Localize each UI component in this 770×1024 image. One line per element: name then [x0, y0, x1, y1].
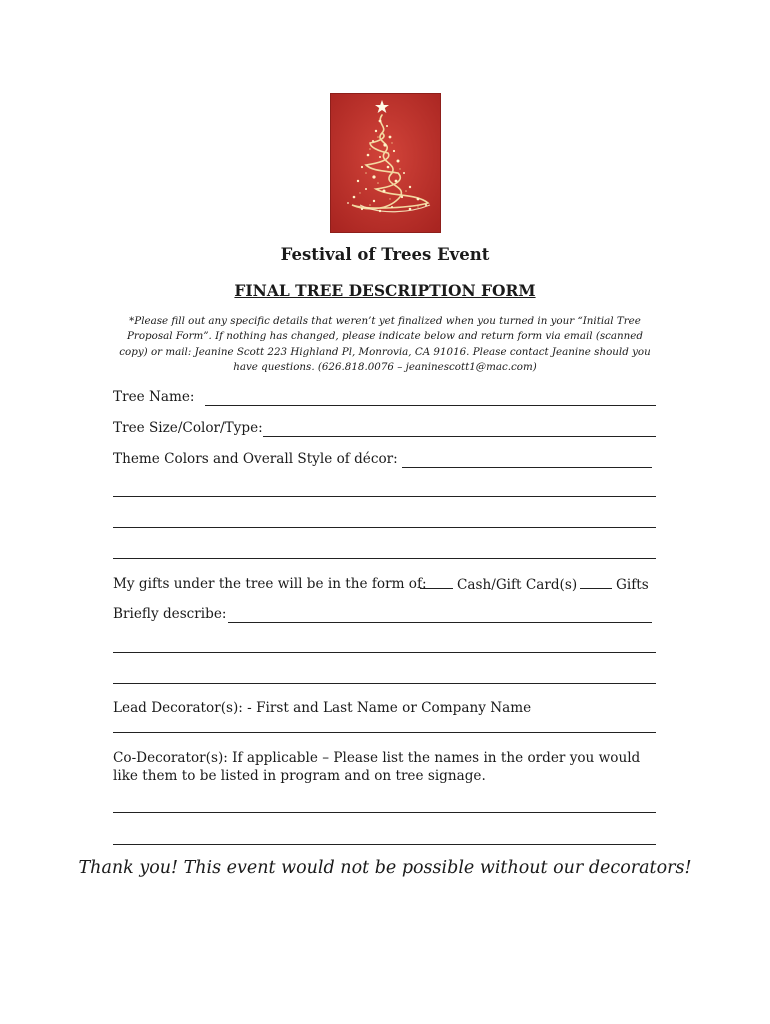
tree-size-label: Tree Size/Color/Type: [113, 420, 263, 436]
gifts-blank[interactable] [580, 575, 612, 589]
theme-colors-line-2[interactable] [113, 527, 656, 528]
tree-size-field[interactable] [263, 423, 656, 437]
briefly-describe-field[interactable] [228, 609, 652, 623]
co-decorators-line-1[interactable] [113, 812, 656, 813]
thank-you-note: Thank you! This event would not be possible without our decorators! [78, 858, 692, 878]
tree-name-label: Tree Name: [113, 389, 195, 405]
co-decorators-label: Co-Decorator(s): If applicable – Please list the names in the order you would like them to be listed in program and on tree signage. [113, 750, 641, 784]
gifts-label: My gifts under the tree will be in the form of: [113, 576, 427, 592]
co-decorators-line-2[interactable] [113, 844, 656, 845]
christmas-tree-icon [330, 93, 441, 233]
theme-colors-line-1[interactable] [113, 496, 656, 497]
tree-size-row [113, 419, 656, 437]
cash-gift-card-blank[interactable] [420, 575, 453, 589]
theme-colors-field[interactable] [402, 454, 652, 468]
christmas-tree-logo [330, 93, 441, 233]
event-title: Festival of Trees Event [280, 245, 490, 264]
lead-decorators-label: Lead Decorator(s): - First and Last Name or Company Name [113, 700, 532, 716]
briefly-describe-label: Briefly describe: [113, 606, 227, 622]
form-title: FINAL TREE DESCRIPTION FORM [234, 281, 536, 300]
gifts-option-gifts [580, 575, 649, 594]
theme-colors-line-3[interactable] [113, 558, 656, 559]
theme-colors-row [113, 450, 652, 468]
briefly-describe-row [113, 605, 652, 623]
tree-name-row [113, 388, 656, 406]
tree-name-field[interactable] [205, 392, 657, 406]
describe-line-1[interactable] [113, 652, 656, 653]
gifts-option-label: Gifts [616, 577, 649, 593]
lead-decorators-line[interactable] [113, 732, 656, 733]
cash-gift-card-label: Cash/Gift Card(s) [457, 577, 578, 593]
intro-instructions: *Please fill out any specific details that weren’t yet finalized when you turned in your “Initial Tree Proposal Form”. If nothing has changed, please indicate below and return form via email (scanned copy) or mail: Jeanine Scott 223 Highland Pl, Monrovia, CA 91016. Please contact Jeanine should you have questions. (626.818.0076 – jeaninescott1@mac.com) [119, 315, 651, 373]
describe-line-2[interactable] [113, 683, 656, 684]
theme-colors-label: Theme Colors and Overall Style of décor: [113, 451, 398, 467]
gifts-option-cash [420, 575, 577, 594]
